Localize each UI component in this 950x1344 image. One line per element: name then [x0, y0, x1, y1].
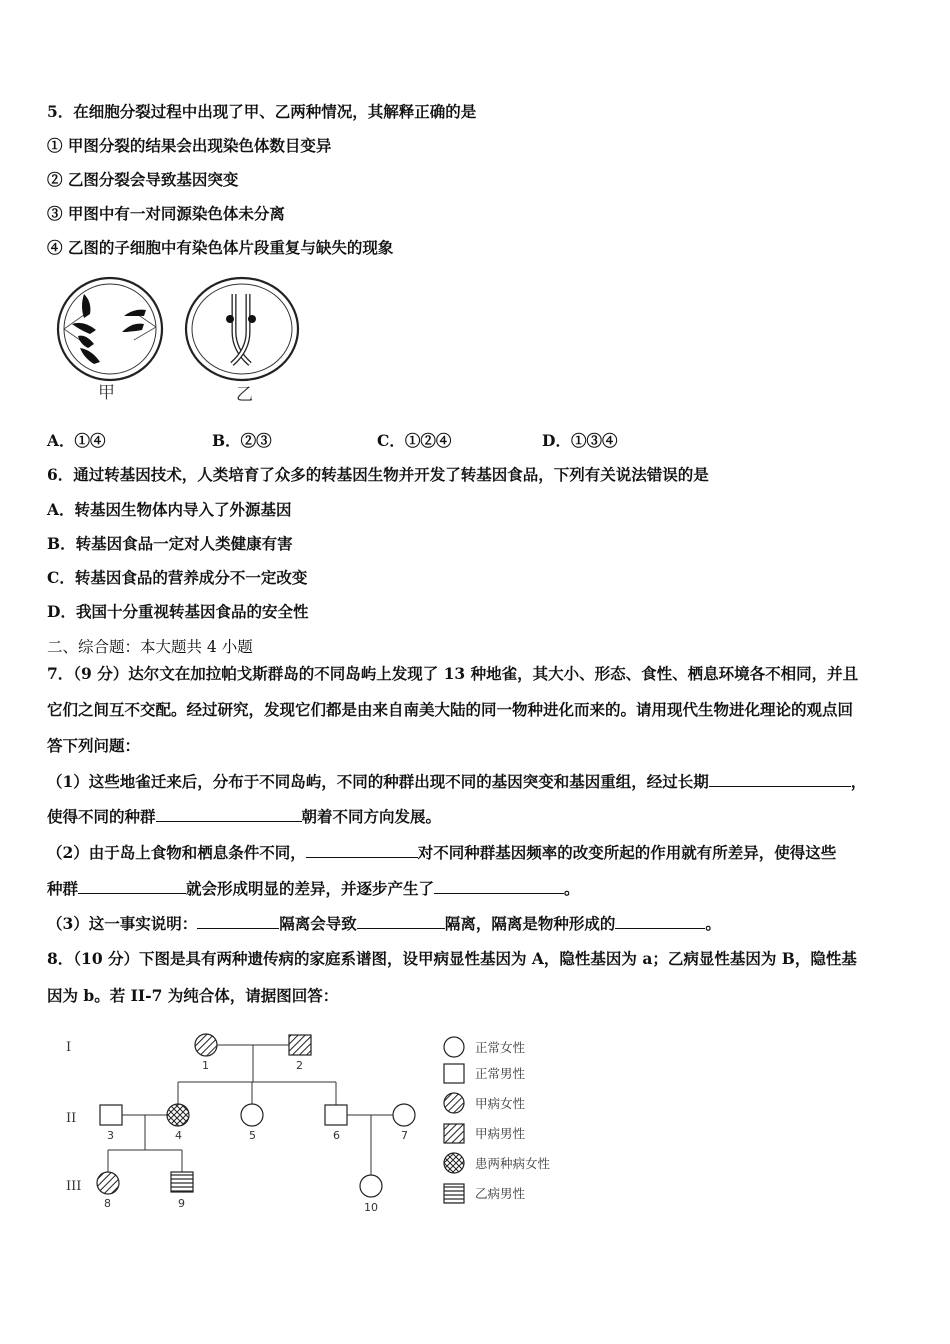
pedigree-legend: [444, 1037, 551, 1203]
legend-disease-a-female-icon: [444, 1093, 464, 1113]
answer-blank-6[interactable]: [197, 914, 279, 929]
legend-disease-b-male-icon: [444, 1184, 464, 1203]
q6-option-b[interactable]: B．转基因食品一定对人类健康有害: [47, 534, 293, 553]
answer-blank-5[interactable]: [434, 879, 564, 894]
q5-statement-1: ① 甲图分裂的结果会出现染色体数目变异: [47, 136, 332, 155]
q7-part2-line2: [47, 879, 580, 899]
answer-blank-8[interactable]: [615, 914, 705, 929]
individual-7: [393, 1104, 415, 1126]
legend-disease-a-female: 甲病女性: [475, 1096, 526, 1111]
answer-blank-2[interactable]: [156, 807, 302, 822]
q5-option-a[interactable]: A．①④: [47, 431, 106, 450]
gen-label-iii: III: [66, 1179, 82, 1194]
legend-both-female-icon: [444, 1153, 464, 1173]
individual-2: [289, 1035, 311, 1055]
cell-jia: [58, 278, 162, 380]
q6-option-d[interactable]: D．我国十分重视转基因食品的安全性: [47, 602, 309, 621]
q5-statement-2: ② 乙图分裂会导致基因突变: [47, 170, 239, 189]
label-1: 1: [202, 1059, 209, 1072]
legend-normal-female: 正常女性: [475, 1040, 526, 1055]
q7-p2b-start: 种群: [47, 879, 79, 898]
q7-line-1: 7．（9 分）达尔文在加拉帕戈斯群岛的不同岛屿上发现了 13 种地雀，其大小、形态、食性、栖息环境各不相同，并且: [47, 664, 859, 683]
q7-p3-start: （3）这一事实说明：: [47, 914, 198, 933]
q5-option-d[interactable]: D．①③④: [542, 431, 618, 450]
legend-disease-a-male-icon: [444, 1124, 464, 1143]
label-2: 2: [296, 1059, 303, 1072]
q7-part1-line2: [47, 807, 441, 827]
q7-p2a-start: （2）由于岛上食物和栖息条件不同，: [47, 843, 306, 862]
q7-p2b-mid: 就会形成明显的差异，并逐步产生了: [186, 879, 435, 898]
answer-blank-7[interactable]: [357, 914, 445, 929]
label-3: 3: [107, 1129, 114, 1142]
label-10: 10: [364, 1201, 378, 1214]
q7-p2a-end: 对不同种群基因频率的改变所起的作用就有所差异，使得这些: [417, 843, 837, 862]
label-4: 4: [175, 1129, 182, 1142]
label-8: 8: [104, 1197, 111, 1210]
pedigree-chart: [60, 1025, 590, 1225]
answer-blank-1[interactable]: [709, 772, 851, 787]
q7-line-2: 它们之间互不交配。经过研究，发现它们都是由来自南美大陆的同一物种进化而来的。请用现代生物进化理论的观点回: [47, 700, 854, 719]
individual-5: [241, 1104, 263, 1126]
q7-p3-end: 。: [705, 914, 721, 933]
answer-blank-4[interactable]: [78, 879, 186, 894]
q5-stem: 5．在细胞分裂过程中出现了甲、乙两种情况，其解释正确的是: [47, 102, 477, 121]
cell-yi: [186, 278, 298, 380]
individual-4: [167, 1104, 189, 1126]
q7-part3: [47, 914, 721, 934]
q7-p1b-start: 使得不同的种群: [47, 807, 156, 826]
answer-blank-3[interactable]: [306, 843, 418, 858]
legend-disease-a-male: 甲病男性: [475, 1126, 526, 1141]
individual-6: [325, 1105, 347, 1125]
q8-line-1: 8．（10 分）下图是具有两种遗传病的家庭系谱图，设甲病显性基因为 A，隐性基因为 a；乙病显性基因为 B，隐性基: [47, 949, 857, 968]
q7-p3-mid1: 隔离会导致: [279, 914, 357, 933]
q8-line-2: 因为 b。若 II-7 为纯合体，请据图回答：: [47, 986, 339, 1005]
q5-option-c[interactable]: C．①②④: [377, 431, 452, 450]
individual-8: [97, 1172, 119, 1194]
legend-both-female: 患两种病女性: [475, 1156, 551, 1171]
gen-label-ii: II: [66, 1111, 77, 1126]
legend-disease-b-male: 乙病男性: [475, 1186, 526, 1201]
q5-statement-4: ④ 乙图的子细胞中有染色体片段重复与缺失的现象: [47, 238, 394, 257]
individual-1: [195, 1034, 217, 1056]
q6-option-c[interactable]: C．转基因食品的营养成分不一定改变: [47, 568, 308, 587]
q5-statement-3: ③ 甲图中有一对同源染色体未分离: [47, 204, 285, 223]
legend-normal-male: 正常男性: [475, 1066, 526, 1081]
cell-division-figure: [50, 272, 310, 412]
q7-part2-line1: [47, 843, 836, 863]
section-heading: 二、综合题：本大题共 4 小题: [47, 638, 253, 656]
legend-normal-male-icon: [444, 1064, 464, 1083]
q7-p1b-end: 朝着不同方向发展。: [301, 807, 442, 826]
q7-p2b-end: 。: [564, 879, 580, 898]
q5-option-b[interactable]: B．②③: [212, 431, 272, 450]
q6-option-a[interactable]: A．转基因生物体内导入了外源基因: [47, 500, 292, 519]
individual-10: [360, 1175, 382, 1197]
individual-9: [171, 1172, 193, 1192]
q7-p1a-end: ，: [850, 772, 867, 791]
q7-p1a-text: （1）这些地雀迁来后，分布于不同岛屿，不同的种群出现不同的基因突变和基因重组，经过长期: [47, 772, 709, 791]
gen-label-i: I: [66, 1040, 72, 1055]
q7-part1-line1: [47, 772, 866, 792]
label-6: 6: [333, 1129, 340, 1142]
q7-p3-mid2: 隔离，隔离是物种形成的: [444, 914, 616, 933]
legend-normal-female-icon: [444, 1037, 464, 1057]
label-jia: 甲: [98, 383, 115, 403]
q7-line-3: 答下列问题：: [47, 736, 141, 755]
label-5: 5: [249, 1129, 256, 1142]
q6-stem: 6．通过转基因技术，人类培育了众多的转基因生物并开发了转基因食品，下列有关说法错误的是: [47, 465, 709, 484]
label-7: 7: [401, 1129, 408, 1142]
label-yi: 乙: [236, 385, 253, 405]
label-9: 9: [178, 1197, 185, 1210]
individual-3: [100, 1105, 122, 1125]
